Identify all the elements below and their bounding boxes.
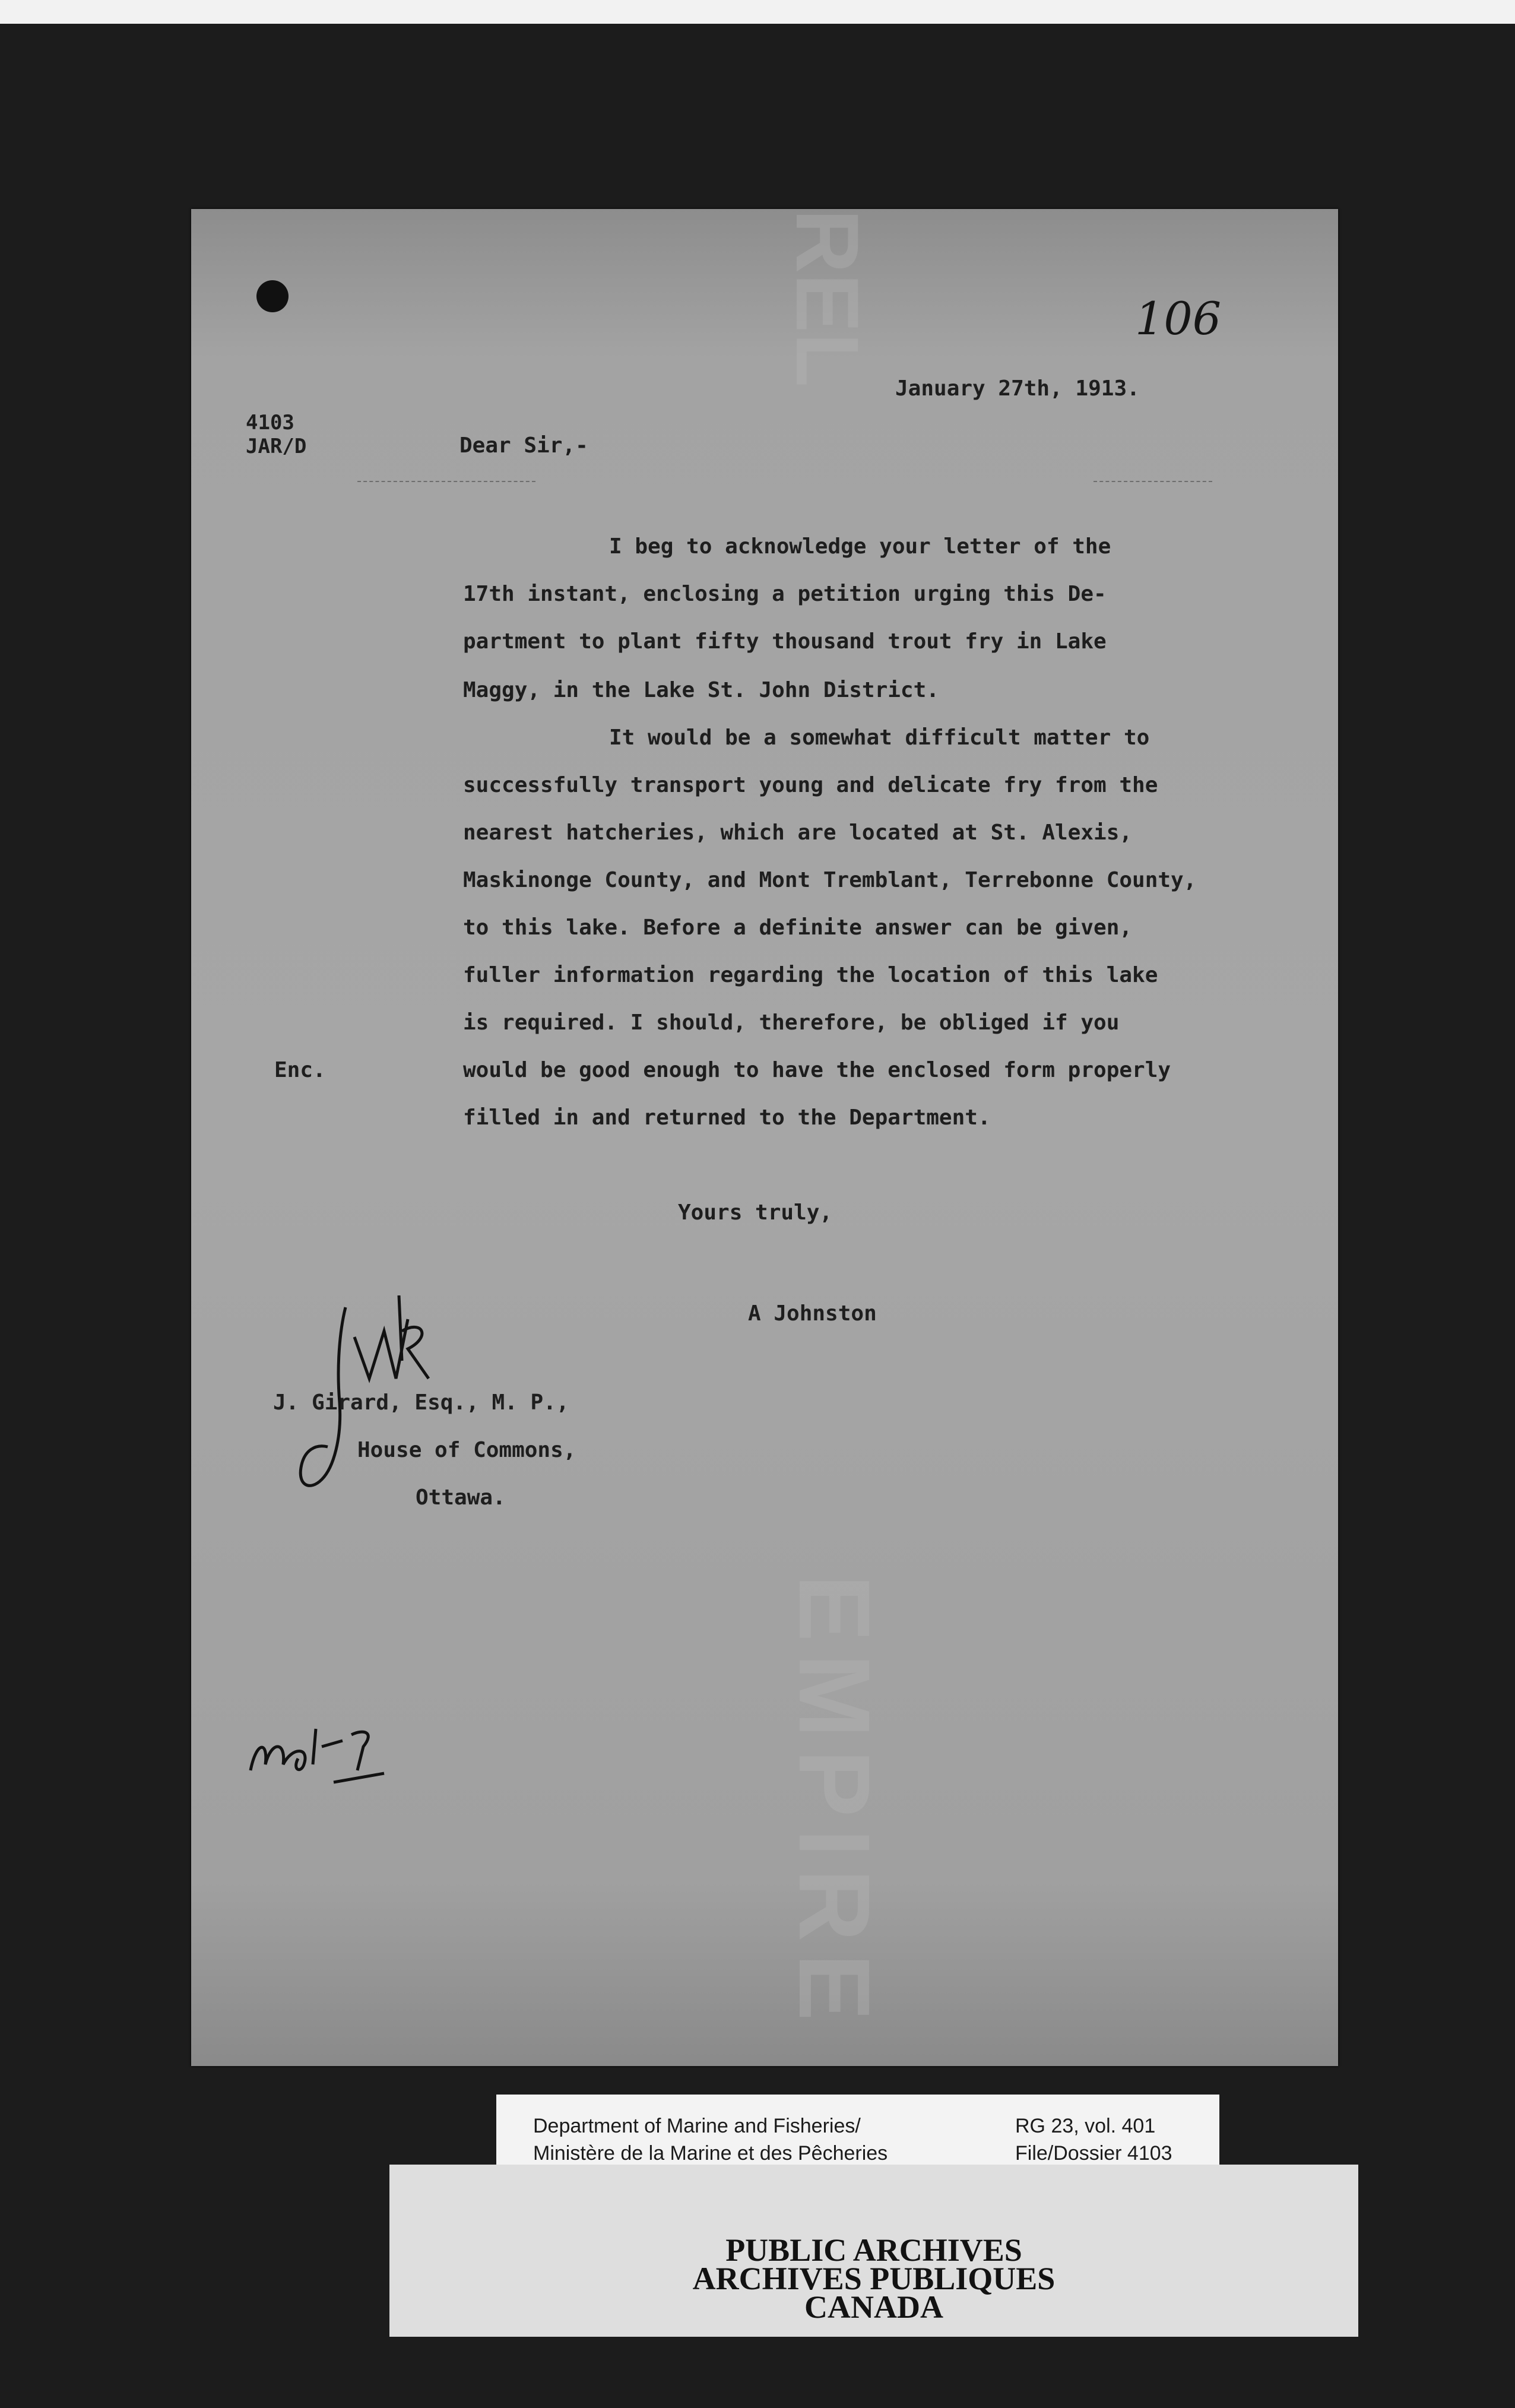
body-line: Maskinonge County, and Mont Tremblant, Terrebonne County, (463, 868, 1197, 892)
closing: Yours truly, (678, 1200, 833, 1225)
body-line: 17th instant, enclosing a petition urging this De- (463, 582, 1107, 606)
scan-top-border (0, 0, 1515, 24)
body-line: filled in and returned to the Department. (463, 1105, 991, 1130)
addressee-line: Ottawa. (416, 1485, 506, 1510)
department-english: Department of Marine and Fisheries/ (533, 2115, 861, 2137)
letter-date: January 27th, 1913. (895, 376, 1140, 401)
archives-line-fr: ARCHIVES PUBLIQUES (692, 2261, 1056, 2296)
body-line: is required. I should, therefore, be obliged if you (463, 1010, 1120, 1035)
body-line: would be good enough to have the enclosed form properly (463, 1058, 1171, 1082)
punch-hole (256, 280, 289, 312)
body-line: It would be a somewhat difficult matter to (609, 725, 1150, 750)
record-group: RG 23, vol. 401 (1015, 2115, 1156, 2137)
handwritten-note-icon (245, 1705, 399, 1800)
body-line: nearest hatcheries, which are located at St. Alexis, (463, 820, 1133, 845)
signatory: A Johnston (748, 1301, 877, 1326)
divider-left (357, 481, 535, 482)
body-line: to this lake. Before a definite answer can be given, (463, 915, 1133, 940)
page-number: 106 (1135, 292, 1222, 345)
file-reference: 4103 (246, 411, 294, 435)
department-french: Ministère de la Marine et des Pêcheries (533, 2142, 888, 2165)
divider-right (1094, 481, 1212, 482)
addressee-line: J. Girard, Esq., M. P., (273, 1390, 569, 1415)
archives-line-country: CANADA (804, 2289, 943, 2325)
body-line: Maggy, in the Lake St. John District. (463, 678, 939, 702)
archives-line-en: PUBLIC ARCHIVES (725, 2232, 1022, 2268)
body-line: successfully transport young and delicate fry from the (463, 773, 1158, 797)
body-line: fuller information regarding the location of this lake (463, 963, 1158, 987)
initials-reference: JAR/D (246, 435, 307, 458)
body-line: I beg to acknowledge your letter of the (609, 534, 1111, 559)
enclosure-note: Enc. (274, 1058, 326, 1082)
public-archives-banner (389, 2165, 1358, 2337)
watermark-bottom: EMPIRE (778, 1574, 890, 2033)
addressee-line: House of Commons, (357, 1438, 576, 1462)
body-line: partment to plant fifty thousand trout fry in Lake (463, 629, 1107, 654)
watermark-top: REL (778, 209, 877, 387)
letter-page (191, 209, 1338, 2066)
file-dossier: File/Dossier 4103 (1015, 2142, 1172, 2165)
salutation: Dear Sir,- (459, 433, 588, 458)
